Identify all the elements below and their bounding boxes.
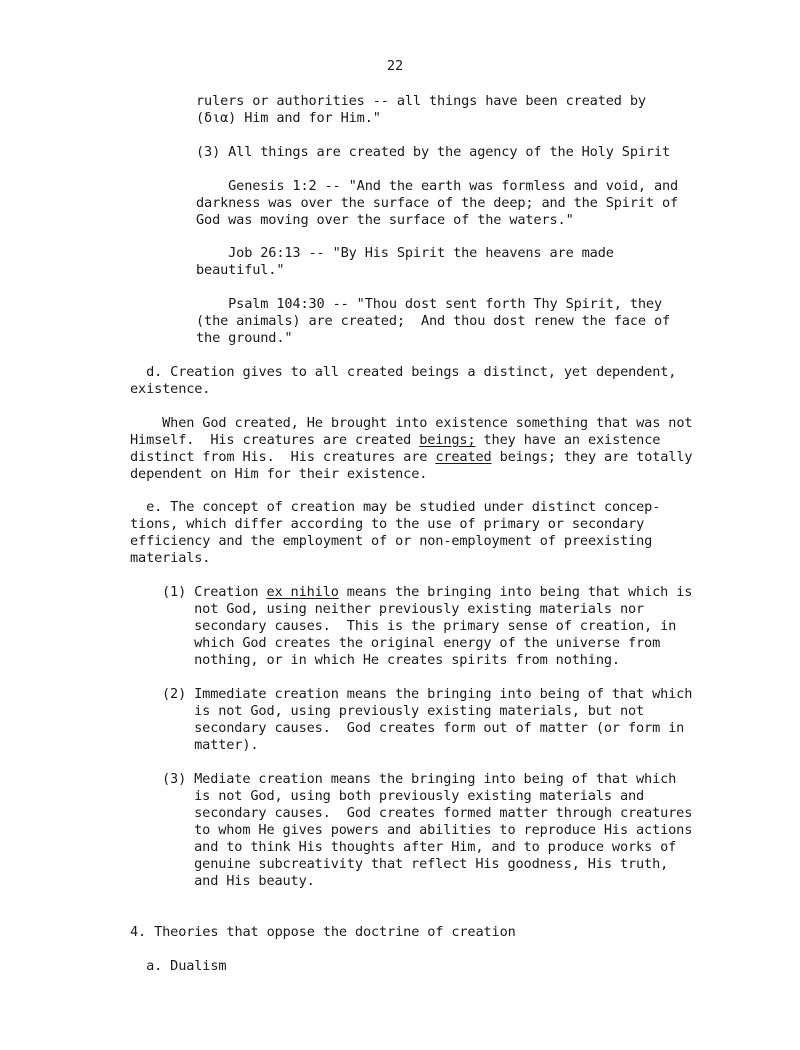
- psalm-quote: Psalm 104:30 -- "Thou dost sent forth Thy Spirit, they (the animals) are created; And thou dost renew the face of the ground.": [196, 296, 671, 346]
- underlined-created: created: [435, 449, 492, 465]
- underlined-ex-nihilo: ex nihilo: [266, 584, 339, 600]
- section-e-heading: e. The concept of creation may be studied under distinct concep- tions, which differ according to the use of primary or secondary efficiency and the employment of or non-employment of preexisting materials.: [130, 499, 661, 566]
- item-e1-creation-ex-nihilo: (1) Creation ex nihilo means the bringing into being that which is not God, using neither previously existing materials nor secondary causes. This is the primary sense of creation, in which God creates the original energy of the universe from nothing, or in which He creates spirits from nothing.: [162, 584, 693, 668]
- page-number: 22: [386, 58, 404, 74]
- paragraph-when-god-created: When God created, He brought into existence something that was not Himself. His creatures are created beings; they have an existence distinct from His. His creatures are created beings; they are totally dependent on Him for their existence.: [130, 415, 693, 482]
- item-e2-immediate-creation: (2) Immediate creation means the bringing into being of that which is not God, using previously existing materials, but not secondary causes. God creates form out of matter (or form in matter).: [162, 686, 693, 753]
- item-e3-mediate-creation: (3) Mediate creation means the bringing into being of that which is not God, using both previously existing materials and secondary causes. God creates formed matter through creatures to whom He gives powers and abilities to reproduce His actions and to think His thoughts after Him, and to produce works of genuine subcreativity that reflect His goodness, His truth, and His beauty.: [162, 771, 693, 889]
- point-3-heading: (3) All things are created by the agency of the Holy Spirit: [196, 144, 671, 160]
- job-quote: Job 26:13 -- "By His Spirit the heavens are made beautiful.": [196, 245, 614, 278]
- section-4a-heading: a. Dualism: [130, 958, 227, 974]
- genesis-quote: Genesis 1:2 -- "And the earth was formless and void, and darkness was over the surface of the deep; and the Spirit of God was moving over the surface of the waters.": [196, 178, 679, 228]
- underlined-beings: beings;: [419, 432, 476, 448]
- section-d-heading: d. Creation gives to all created beings a distinct, yet dependent, existence.: [130, 364, 677, 397]
- colossians-quote-end: rulers or authorities -- all things have been created by (δια) Him and for Him.": [196, 93, 646, 126]
- section-4-heading: 4. Theories that oppose the doctrine of creation: [130, 924, 516, 940]
